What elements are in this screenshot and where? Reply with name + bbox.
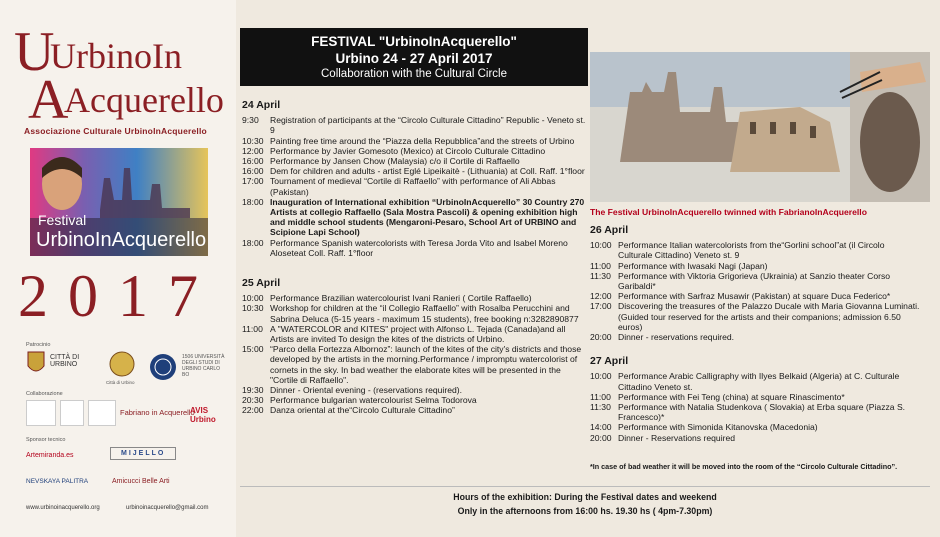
event-row [590, 261, 920, 271]
event-description: Danza oriental at the“Circolo Culturale Cittadino” [270, 405, 455, 416]
urbino-coat-of-arms-icon [108, 350, 136, 378]
events-27-april [590, 371, 920, 442]
poster-title-festival: Festival [38, 212, 87, 228]
event-description: Tournament of medieval “Cortile di Raffaello” with performance of Ali Abbas (Pakistan) [270, 176, 556, 197]
event-description: Performance Italian watercolorists from the“Gorlini school”at (il Circolo Culturale Cittadino) Veneto st. 9 [618, 240, 885, 261]
event-description: Performance Arabic Calligraphy with Ilyes Belkaid (Algeria) at C. Culturale Cittadino Veneto st. [618, 371, 900, 392]
urbinoinacquerello-logo [14, 22, 226, 122]
patrocinio-label: Patrocinio [26, 342, 51, 348]
event-row [590, 332, 920, 342]
event-description: Inauguration of International exhibition “UrbinoInAcquerello” 30 Country 270 Artists at collegio Raffaello (Sala Mostra Pascoli) & opening exhibition high and middle school students (Mengaroni-Pesaro, School Art of URBINO and Scipione Lapi School) [270, 196, 585, 238]
svg-text:U: U [14, 22, 55, 83]
event-description: Performance with Natalia Studenkova ( Slovakia) at Erba square (Piazza S. Francesco)* [618, 402, 906, 423]
event-row [242, 324, 586, 344]
event-description: Performance by Javier Gomesoto (Mexico) at Circolo Culturale Cittadino [270, 145, 546, 156]
day-title-26: 26 April [590, 224, 629, 236]
footer-website[interactable]: www.urbinoinacquerello.org [26, 505, 100, 511]
event-description: Dinner - reservations required. [618, 332, 735, 343]
event-row [590, 422, 920, 432]
festival-header [240, 28, 588, 86]
year-2017: 2017 [18, 263, 218, 329]
exhibition-hours [240, 490, 930, 518]
header-title: FESTIVAL "UrbinoInAcquerello" [311, 34, 517, 49]
sponsor-amicucci: Amicucci Belle Arti [112, 478, 170, 485]
collab-avis: AVIS Urbino [190, 406, 216, 424]
event-time: 11:30 [590, 402, 611, 413]
event-description: Workshop for children at the “il Collegio Raffaello” with Rosalba Perucchini and Sabrina Deluca (5-15 years - maximum 15 students), free booking n:3282890877 [270, 303, 579, 324]
event-time: 12:00 [242, 145, 264, 156]
event-description: Performance with Iwasaki Nagi (Japan) [618, 260, 768, 271]
event-time: 11:00 [242, 323, 263, 334]
patrocinio-citta-caption: Città di Urbino [106, 380, 135, 385]
header-subtitle: Collaboration with the Cultural Circle [321, 68, 507, 80]
event-description: Dinner - Reservations required [618, 432, 736, 443]
sponsor-nevskaya: NEVSKAYA PALITRA [26, 478, 89, 485]
left-column [0, 0, 236, 537]
collab-fabriano: Fabriano in Acquerello [120, 408, 195, 417]
divider [240, 486, 930, 487]
event-time: 11:00 [590, 391, 611, 402]
event-row [242, 293, 586, 303]
event-row [242, 156, 586, 166]
event-row [242, 136, 586, 146]
patrocinio-university: 1506 UNIVERSITÀ DEGLI STUDI DI URBINO CARLO BO [182, 354, 225, 378]
event-time: 10:30 [242, 135, 264, 146]
event-description: Performance Brazilian watercolourist Ivani Ranieri ( Cortile Raffaello) [270, 293, 532, 304]
citta-di-urbino-crest-icon [26, 350, 46, 376]
event-description: Performance with Simonida Kitanovska (Macedonia) [618, 422, 818, 433]
patrocinio-citta: CITTÀ DI URBINO [50, 354, 80, 368]
day-title-24: 24 April [242, 99, 281, 111]
event-row [590, 301, 920, 332]
sponsor-artemiranda: Artemiranda.es [26, 452, 74, 459]
svg-text:Acquerello: Acquerello [64, 80, 224, 120]
event-time: 16:00 [242, 166, 264, 177]
event-row [242, 146, 586, 156]
schedule-left [242, 100, 586, 416]
event-description: Performance Spanish watercolorists with Teresa Jorda Vito and Isabel Moreno Aloseteat Coll. Raff. 1°floor [270, 237, 568, 258]
event-row [590, 371, 920, 391]
event-row [590, 433, 920, 443]
event-time: 14:00 [590, 422, 612, 433]
event-description: Performance with Viktoria Grigorieva (Ukrainia) at Sanzio theater Corso Garibaldi* [618, 270, 891, 292]
event-time: 19:30 [242, 385, 264, 396]
event-time: 10:00 [590, 240, 612, 251]
sponsor-mijello: MIJELLO [110, 447, 176, 460]
event-row [242, 405, 586, 415]
event-time: 11:30 [590, 270, 611, 281]
event-row [590, 392, 920, 402]
hours-line-1: Hours of the exhibition: During the Festival dates and weekend [453, 492, 717, 502]
event-description: Performance by Jansen Chow (Malaysia) c/o il Cortile di Raffaello [270, 156, 520, 167]
event-row [242, 238, 586, 258]
collab-logo-3 [88, 400, 116, 426]
event-row [590, 402, 920, 422]
event-row [242, 303, 586, 323]
event-row [242, 385, 586, 395]
svg-text:UrbinoIn: UrbinoIn [50, 36, 182, 76]
association-name: Associazione Culturale UrbinoInAcquerello [24, 126, 207, 136]
event-row [242, 115, 586, 135]
event-description: A "WATERCOLOR and KITES" project with Alfonso L. Tejada (Canada)and all Artists are invited To design the kites of the districts of Urbino. [270, 323, 566, 345]
painting-photo [590, 52, 930, 202]
event-time: 10:00 [590, 371, 612, 382]
university-seal-icon [148, 352, 178, 382]
event-description: Painting free time around the “Piazza della Repubblica”and the streets of Urbino [270, 135, 575, 146]
schedule-right [590, 225, 920, 443]
event-description: “Parco della Fortezza Albornoz”: launch of the kites of the city's districts and those developed by the artists in the morning.Performance / impromptu watercolorist of cornets in the sky. In bad weather the elaborate kites will be presented in the "Cortile di Raffaello". [270, 344, 582, 385]
day-title-27: 27 April [590, 355, 629, 368]
event-time: 16:00 [242, 156, 264, 167]
collab-logo-2 [60, 400, 84, 426]
event-time: 18:00 [242, 237, 264, 248]
event-row [590, 291, 920, 301]
event-time: 9:30 [242, 115, 259, 126]
event-row [242, 344, 586, 385]
sponsor-label: Sponsor tecnico [26, 437, 66, 443]
event-time: 15:00 [242, 344, 264, 355]
event-time: 12:00 [590, 291, 612, 302]
collab-logo-1 [26, 400, 56, 426]
event-time: 11:00 [590, 260, 611, 271]
poster-title-name: UrbinoInAcquerello [36, 229, 207, 251]
events-25-april [242, 293, 586, 415]
day-title-25: 25 April [242, 277, 281, 290]
collaborazione-label: Collaborazione [26, 391, 63, 397]
event-time: 10:00 [242, 293, 264, 304]
svg-text:A: A [28, 69, 69, 122]
events-24-april [242, 115, 586, 258]
event-row [242, 197, 586, 238]
event-time: 20:30 [242, 395, 264, 406]
event-time: 17:00 [590, 301, 612, 312]
event-description: Performance with Fei Teng (china) at square Rinascimento* [618, 391, 845, 402]
event-description: Registration of participants at the “Circolo Culturale Cittadino” Republic - Veneto st. 9 [270, 115, 586, 136]
twinned-notice: The Festival UrbinoInAcquerello twinned with FabrianoInAcquerello [590, 207, 867, 217]
event-row [242, 176, 586, 196]
hours-line-2: Only in the afternoons from 16:00 hs. 19.30 hs ( 4pm-7.30pm) [457, 506, 713, 516]
event-description: Performance with Sarfraz Musawir (Pakistan) at square Duca Federico* [618, 291, 891, 302]
event-row [242, 166, 586, 176]
events-26-april [590, 240, 920, 342]
event-row [590, 240, 920, 260]
event-time: 20:00 [590, 332, 612, 343]
header-dates: Urbino 24 - 27 April 2017 [335, 51, 493, 66]
event-description: Dem for children and adults - artist Eglé Lipeikaitè - (Lithuania) at Coll. Raff. 1°floor [270, 166, 585, 177]
event-time: 17:00 [242, 176, 264, 187]
event-time: 22:00 [242, 405, 264, 416]
footer-email[interactable]: urbinoinacquerello@gmail.com [126, 505, 209, 511]
event-time: 18:00 [242, 196, 264, 207]
event-description: Discovering the treasures of the Palazzo Ducale with Maria Giovanna Luminati. (Guided tour reserved for the artists and their companions; admission 6.50 euros) [618, 301, 920, 332]
event-time: 10:30 [242, 303, 264, 314]
event-description: Dinner - Oriental evening - (reservations required). [270, 385, 463, 396]
event-description: Performance bulgarian watercolourist Selma Todorova [270, 395, 477, 406]
event-time: 20:00 [590, 432, 612, 443]
festival-poster-image [30, 148, 208, 256]
event-row [242, 395, 586, 405]
event-row [590, 271, 920, 291]
bad-weather-note: *In case of bad weather it will be moved into the room of the “Circolo Culturale Cittadino”. [590, 462, 898, 471]
